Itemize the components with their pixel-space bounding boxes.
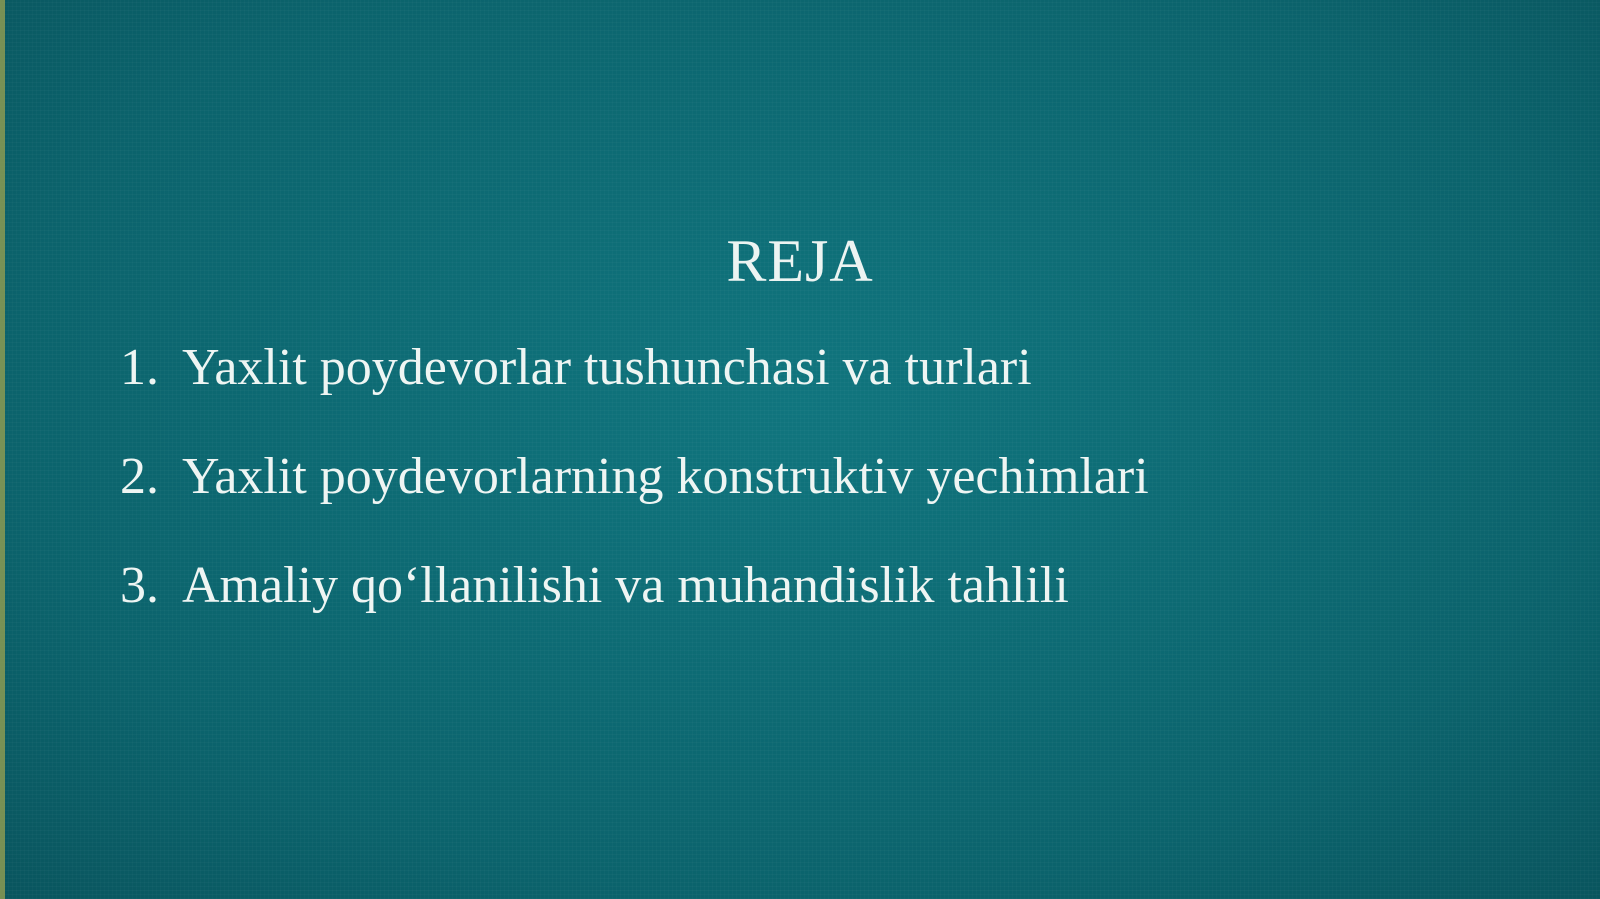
plan-list: [120, 340, 1500, 667]
list-item: [120, 340, 1500, 395]
list-item-label: Yaxlit poydevorlar tushunchasi va turlari: [182, 339, 1032, 396]
left-accent-bar: [0, 0, 5, 899]
list-item-number: 3.: [120, 557, 159, 615]
list-item-number: 2.: [120, 448, 159, 506]
list-item-label: Amaliy qo‘llanilishi va muhandislik tahlili: [182, 557, 1069, 615]
list-item-number: 1.: [120, 339, 159, 396]
page-title: REJA: [726, 228, 874, 294]
list-item: [120, 558, 1500, 613]
list-item-label: Yaxlit poydevorlarning konstruktiv yechimlari: [182, 448, 1149, 506]
list-item: [120, 449, 1500, 504]
